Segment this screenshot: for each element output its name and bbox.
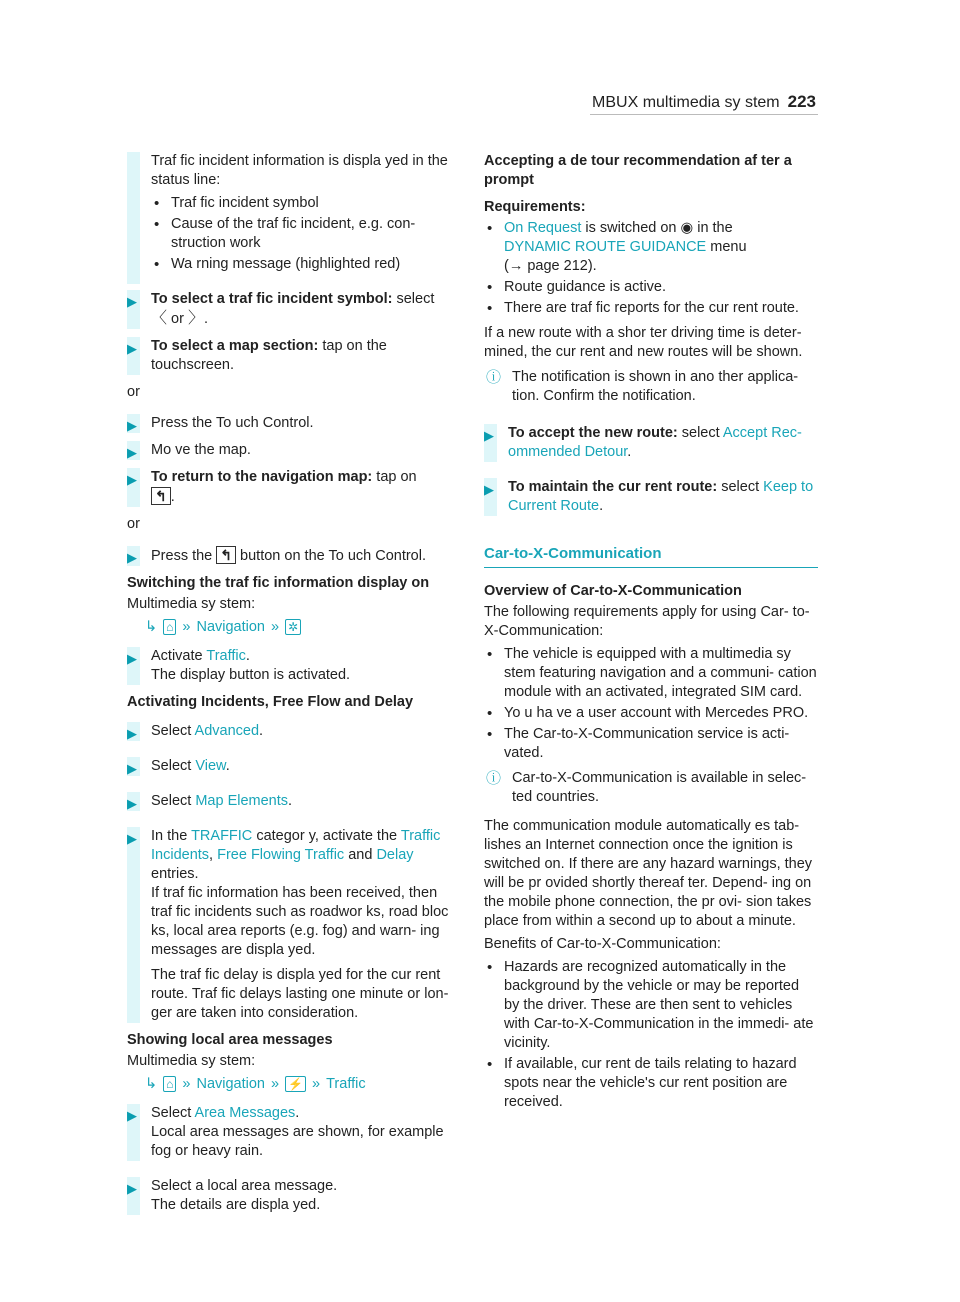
path-sep-icon: »: [182, 1076, 191, 1092]
list-item: • Wa rning message (highlighted red): [151, 255, 461, 274]
intro-block: [127, 152, 461, 284]
accept-detour-option[interactable]: Accept Rec‐ ommended Detour: [508, 425, 802, 460]
on-request-option[interactable]: On Request: [504, 220, 582, 236]
chevron-right-icon[interactable]: 〉: [187, 310, 204, 327]
step-press-back: ▶ Press the ↰ button on the To uch Control.: [127, 547, 426, 565]
multimedia-label: Multimedia sy stem:: [127, 596, 256, 612]
view-option[interactable]: View: [195, 758, 226, 774]
heading-incidents: Activating Incidents, Free Flow and Delay: [127, 694, 414, 710]
traffic-option[interactable]: Traffic: [206, 648, 246, 664]
list-item: • Route guidance is active.: [484, 278, 818, 297]
step-arrow-icon: ▶: [484, 428, 494, 443]
step-select-incident: ▶ To select a traf fic incident symbol: select 〈 or 〉.: [127, 291, 435, 327]
chevron-left-icon[interactable]: 〈: [151, 310, 168, 327]
delay-option[interactable]: Delay: [376, 847, 414, 863]
step-move-map: ▶ Mo ve the map.: [127, 442, 251, 460]
free-flowing-option[interactable]: Free Flowing Traffic: [217, 847, 345, 863]
paragraph: Benefits of Car-to-X-Communication:: [484, 936, 721, 952]
header-title: MBUX multimedia sy stem: [592, 94, 780, 111]
advanced-option[interactable]: Advanced: [194, 723, 260, 739]
map-elements-option[interactable]: Map Elements: [195, 793, 289, 809]
path-sep-icon: »: [271, 1076, 280, 1092]
dynamic-route-guidance-menu[interactable]: DYNAMIC ROUTE GUIDANCE: [504, 239, 707, 255]
path-sep-icon: »: [312, 1076, 321, 1092]
list-item: • There are traf fic reports for the cur rent route.: [484, 299, 818, 318]
note: ⓘ The notification is shown in ano ther applica‐ tion. Confirm the notification.: [486, 369, 799, 404]
step-select-local-message: ▶ Select a local area message. The details are displa yed.: [127, 1178, 338, 1213]
step-select-map-elements: ▶ Select Map Elements.: [127, 793, 293, 811]
list-item: • Yo u ha ve a user account with Mercedes PRO.: [484, 704, 818, 723]
traffic-tool-icon[interactable]: ⚡: [285, 1076, 306, 1092]
path-sep-icon: »: [271, 619, 280, 635]
step-accept-route: ▶ To accept the new route: select Accept Rec‐ ommended Detour.: [484, 425, 802, 460]
settings-icon[interactable]: ✲: [285, 619, 301, 635]
step-arrow-icon: ▶: [127, 1108, 137, 1123]
heading-local-area: Showing local area messages: [127, 1032, 333, 1048]
step-arrow-icon: ▶: [127, 341, 137, 356]
requirements-label: Requirements:: [484, 199, 586, 215]
list-item: • The vehicle is equipped with a multimedia sy stem featuring navigation and a communi‐ cation module with an activated, integrated SIM card.: [484, 645, 818, 702]
step-keep-route: ▶ To maintain the cur rent route: select Keep to Current Route.: [484, 479, 814, 514]
page-reference[interactable]: (→ page 212).: [504, 258, 597, 274]
list-item: • On Request is switched on ◉ in the DYNAMIC ROUTE GUIDANCE menu (→ page 212).: [484, 219, 818, 276]
list-item: • Cause of the traf fic incident, e.g. con‐ struction work: [151, 215, 461, 253]
multimedia-label: Multimedia sy stem:: [127, 1053, 256, 1069]
step-arrow-icon: ▶: [127, 1181, 137, 1196]
path-traffic[interactable]: Traffic: [326, 1076, 366, 1092]
list-item: • Hazards are recognized automatically in the background by the vehicle or may be reported by the driver. These are then sent to vehicles with Car-to-X-Communication in the immedi‐ ate vicinity.: [484, 958, 818, 1053]
step-arrow-icon: ▶: [127, 726, 137, 741]
paragraph: The communication module automatically es tab‐ lishes an Internet connection once the ignition is switched on. If there are any hazard warnings, they will be pr ovided shortly thereaf ter. Depend‐ ing on the mobile phone connection, the pr ovi‐ sion takes place from within a second up to about a minute.: [484, 818, 813, 929]
path-navigation[interactable]: Navigation: [196, 619, 265, 635]
intro-text: Traf fic incident information is displa yed in the status line:: [151, 153, 448, 188]
header-rule: [590, 114, 818, 115]
path-arrow-icon: ↳: [145, 619, 158, 635]
page-header: [592, 92, 816, 112]
paragraph: If a new route with a shor ter driving time is deter‐ mined, the cur rent and new routes will be shown.: [484, 325, 803, 360]
paragraph: The following requirements apply for using Car- to-X-Communication:: [484, 604, 810, 639]
step-arrow-icon: ▶: [127, 796, 137, 811]
step-select-map-section: ▶ To select a map section: tap on the touchscreen.: [127, 338, 387, 373]
traffic-incidents-option[interactable]: Traffic Incidents: [151, 828, 441, 863]
list-item: • If available, cur rent de tails relating to hazard spots near the vehicle's cur rent position are received.: [484, 1055, 818, 1112]
list-item: • Traf fic incident symbol: [151, 194, 461, 213]
path-navigation[interactable]: Navigation: [196, 1076, 265, 1092]
heading-accept-detour: Accepting a de tour recommendation af ter a prompt: [484, 153, 792, 188]
back-icon: ↰: [216, 546, 236, 564]
heading-switch-traffic: Switching the traf fic information display on: [127, 575, 430, 591]
menu-path: [127, 618, 461, 637]
step-select-advanced: ▶ Select Advanced.: [127, 723, 264, 741]
or-text: or: [127, 384, 140, 400]
path-sep-icon: »: [182, 619, 191, 635]
step-arrow-icon: ▶: [127, 472, 137, 487]
menu-path: [127, 1075, 461, 1094]
step-traffic-category: ▶ In the TRAFFIC categor y, activate the Traffic Incidents, Free Flowing Traffic and Delay entries. If traf fic information has been received, then traf fic incidents such as roadwor ks, road bloc ks, local area reports (e.g. fog) and warn‐ ing messages are displa yed. The traf fic delay is displa yed for the cur rent route. Traf fic delays lasting one minute or lon‐ ger are taken into consideration.: [127, 828, 449, 1021]
section-title: Car-to-X-Communication: [484, 545, 662, 562]
step-activate-traffic: ▶ Activate Traffic. The display button is activated.: [127, 648, 351, 683]
step-press-touch: ▶ Press the To uch Control.: [127, 415, 314, 433]
step-arrow-icon: ▶: [127, 418, 137, 433]
page-number: 223: [787, 92, 816, 111]
home-icon[interactable]: ⌂: [163, 1076, 176, 1092]
left-column: [127, 150, 461, 1223]
area-messages-option[interactable]: Area Messages: [194, 1105, 296, 1121]
step-arrow-icon: ▶: [127, 294, 137, 309]
step-arrow-icon: ▶: [127, 761, 137, 776]
back-icon[interactable]: ↰: [151, 487, 171, 505]
path-arrow-icon: ↳: [145, 1076, 158, 1092]
section-rule: [484, 567, 818, 568]
step-arrow-icon: ▶: [127, 831, 137, 846]
traffic-category[interactable]: TRAFFIC: [191, 828, 253, 844]
step-select-view: ▶ Select View.: [127, 758, 230, 776]
step-area-messages: ▶ Select Area Messages. Local area messages are shown, for example fog or heavy rain.: [127, 1105, 444, 1159]
step-return-nav: ▶ To return to the navigation map: tap on ↰ .: [127, 469, 417, 505]
right-column: [484, 150, 818, 1114]
step-arrow-icon: ▶: [127, 550, 137, 565]
heading-overview: Overview of Car-to-X-Communication: [484, 583, 742, 599]
note: ⓘ Car-to-X-Communication is available in selec‐ ted countries.: [486, 770, 807, 805]
info-icon: ⓘ: [486, 770, 502, 787]
info-icon: ⓘ: [486, 369, 502, 386]
step-arrow-icon: ▶: [127, 651, 137, 666]
step-arrow-icon: ▶: [127, 445, 137, 460]
keep-route-option[interactable]: Keep to Current Route: [508, 479, 814, 514]
home-icon[interactable]: ⌂: [163, 619, 176, 635]
step-arrow-icon: ▶: [484, 482, 494, 497]
radio-on-icon: ◉: [680, 220, 694, 236]
or-text: or: [127, 516, 140, 532]
list-item: • The Car-to-X-Communication service is acti‐ vated.: [484, 725, 818, 763]
